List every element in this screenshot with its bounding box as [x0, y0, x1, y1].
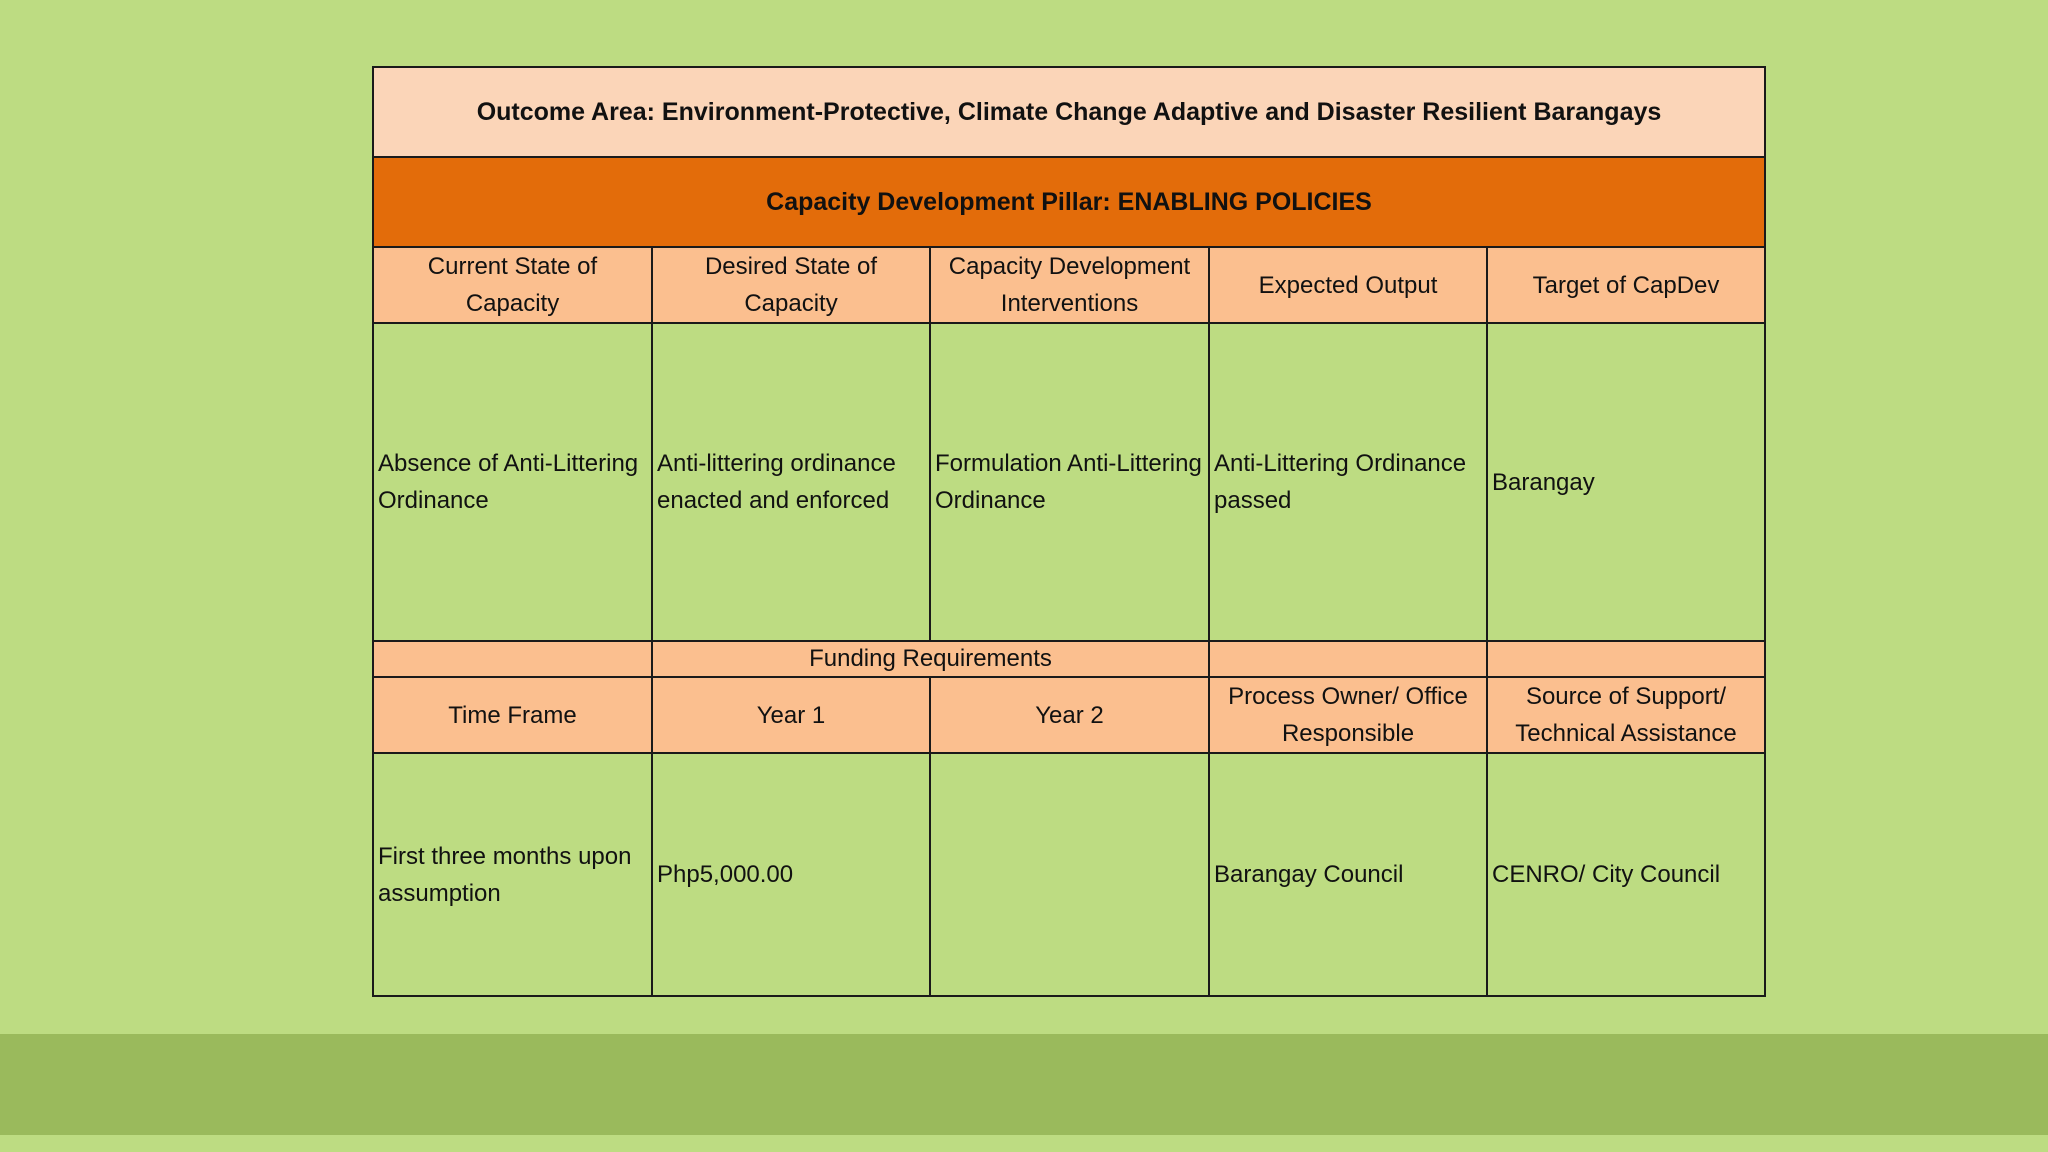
- cell-year-2: [930, 753, 1209, 996]
- header-year-1: Year 1: [652, 677, 930, 753]
- header-year-2: Year 2: [930, 677, 1209, 753]
- header-target: Target of CapDev: [1487, 247, 1765, 323]
- header-desired-state: Desired State of Capacity: [652, 247, 930, 323]
- funding-blank-mid: [1209, 641, 1487, 677]
- funding-row: [373, 641, 1765, 677]
- header-row-top: [373, 247, 1765, 323]
- funding-blank-right: [1487, 641, 1765, 677]
- header-time-frame: Time Frame: [373, 677, 652, 753]
- header-row-bottom: [373, 677, 1765, 753]
- cell-year-1: Php5,000.00: [652, 753, 930, 996]
- footer-band: [0, 1034, 2048, 1135]
- header-expected-output: Expected Output: [1209, 247, 1487, 323]
- outcome-row: [373, 67, 1765, 157]
- table-row: [373, 753, 1765, 996]
- funding-blank-left: [373, 641, 652, 677]
- capdev-table: [372, 66, 1766, 997]
- table-row: [373, 323, 1765, 641]
- pillar-row: [373, 157, 1765, 247]
- cell-expected-output: Anti-Littering Ordinance passed: [1209, 323, 1487, 641]
- header-source-of-support: Source of Support/ Technical Assistance: [1487, 677, 1765, 753]
- funding-requirements-label: Funding Requirements: [652, 641, 1209, 677]
- cell-desired-state: Anti-littering ordinance enacted and enforced: [652, 323, 930, 641]
- cell-target: Barangay: [1487, 323, 1765, 641]
- cell-interventions: Formulation Anti-Littering Ordinance: [930, 323, 1209, 641]
- cell-process-owner: Barangay Council: [1209, 753, 1487, 996]
- outcome-area-title: Outcome Area: Environment-Protective, Climate Change Adaptive and Disaster Resilient Barangays: [373, 67, 1765, 157]
- header-process-owner: Process Owner/ Office Responsible: [1209, 677, 1487, 753]
- cell-current-state: Absence of Anti-Littering Ordinance: [373, 323, 652, 641]
- header-interventions: Capacity Development Interventions: [930, 247, 1209, 323]
- cell-source-of-support: CENRO/ City Council: [1487, 753, 1765, 996]
- header-current-state: Current State of Capacity: [373, 247, 652, 323]
- pillar-title: Capacity Development Pillar: ENABLING POLICIES: [373, 157, 1765, 247]
- cell-time-frame: First three months upon assumption: [373, 753, 652, 996]
